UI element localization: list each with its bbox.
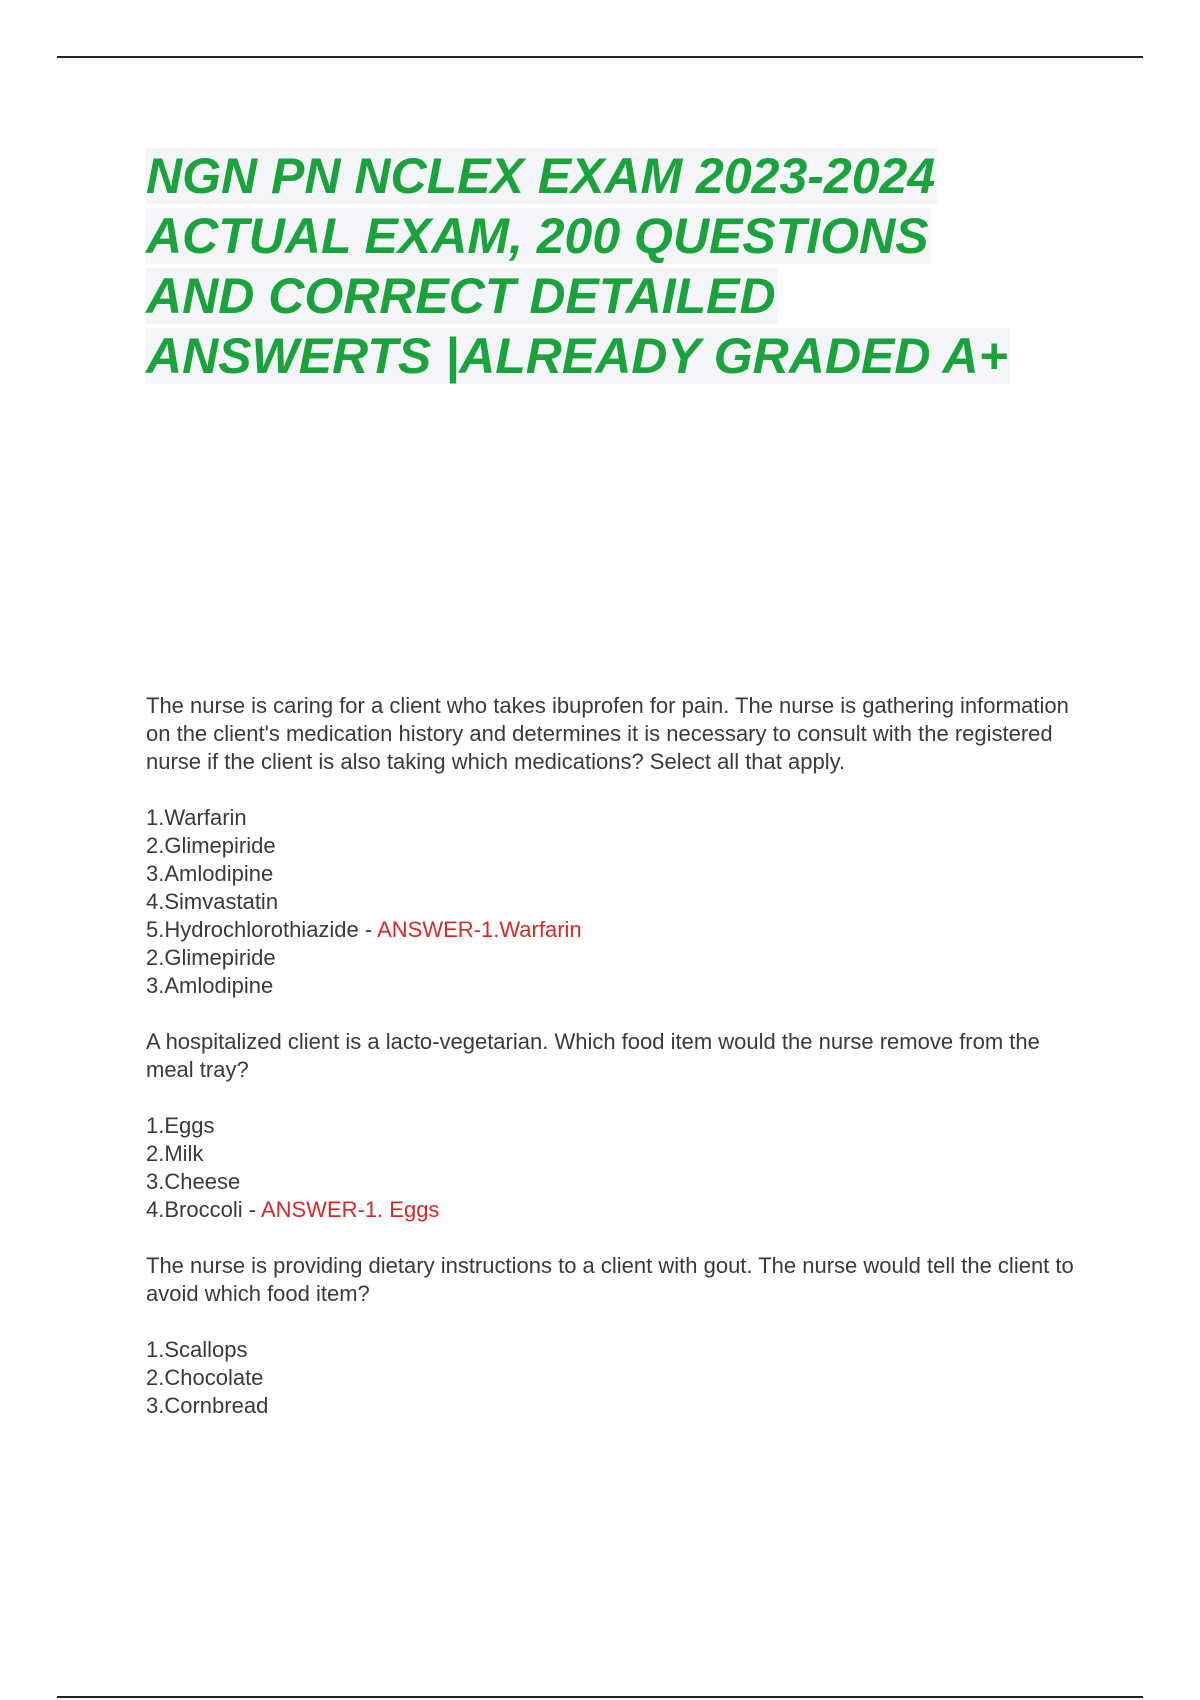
option-item: 1.Eggs [146,1113,215,1138]
option-item [146,916,1086,944]
bottom-rule [57,1696,1143,1698]
title-line: AND CORRECT DETAILED [146,268,776,324]
answer-label: ANSWER-1. Eggs [260,1197,440,1222]
answer-continuation: 2.Glimepiride [146,945,276,970]
answer-label: ANSWER-1.Warfarin [377,917,582,942]
option-item: 2.Milk [146,1141,204,1166]
option-item: 4.Simvastatin [146,889,279,914]
document-title [146,146,1106,386]
option-item: 1.Warfarin [146,805,247,830]
question-text: The nurse is caring for a client who takes ibuprofen for pain. The nurse is gathering information on the client's medication history and determines it is necessary to consult with the registered nurse if the client is also taking which medications? Select all that apply. [146,693,1069,774]
title-line: NGN PN NCLEX EXAM 2023-2024 [146,148,936,204]
option-text: 4.Broccoli - [146,1197,261,1222]
option-item [146,1196,1086,1224]
question-block [146,1028,1086,1224]
answer-continuation: 3.Amlodipine [146,973,274,998]
questions-section [146,692,1086,1448]
title-line: ANSWERTS |ALREADY GRADED A+ [146,328,1008,384]
option-item: 2.Glimepiride [146,833,276,858]
option-list [146,1112,1086,1224]
question-text: The nurse is providing dietary instructions to a client with gout. The nurse would tell the client to avoid which food item? [146,1253,1074,1306]
option-item: 2.Chocolate [146,1365,264,1390]
question-text: A hospitalized client is a lacto-vegetarian. Which food item would the nurse remove from the meal tray? [146,1029,1040,1082]
option-text: 5.Hydrochlorothiazide - [146,917,378,942]
top-rule [57,56,1143,58]
question-block [146,1252,1086,1420]
option-list [146,1336,1086,1420]
option-list [146,804,1086,1000]
option-item: 1.Scallops [146,1337,248,1362]
question-block [146,692,1086,1000]
option-item: 3.Amlodipine [146,861,274,886]
option-item: 3.Cheese [146,1169,241,1194]
option-item: 3.Cornbread [146,1393,269,1418]
title-line: ACTUAL EXAM, 200 QUESTIONS [146,208,929,264]
